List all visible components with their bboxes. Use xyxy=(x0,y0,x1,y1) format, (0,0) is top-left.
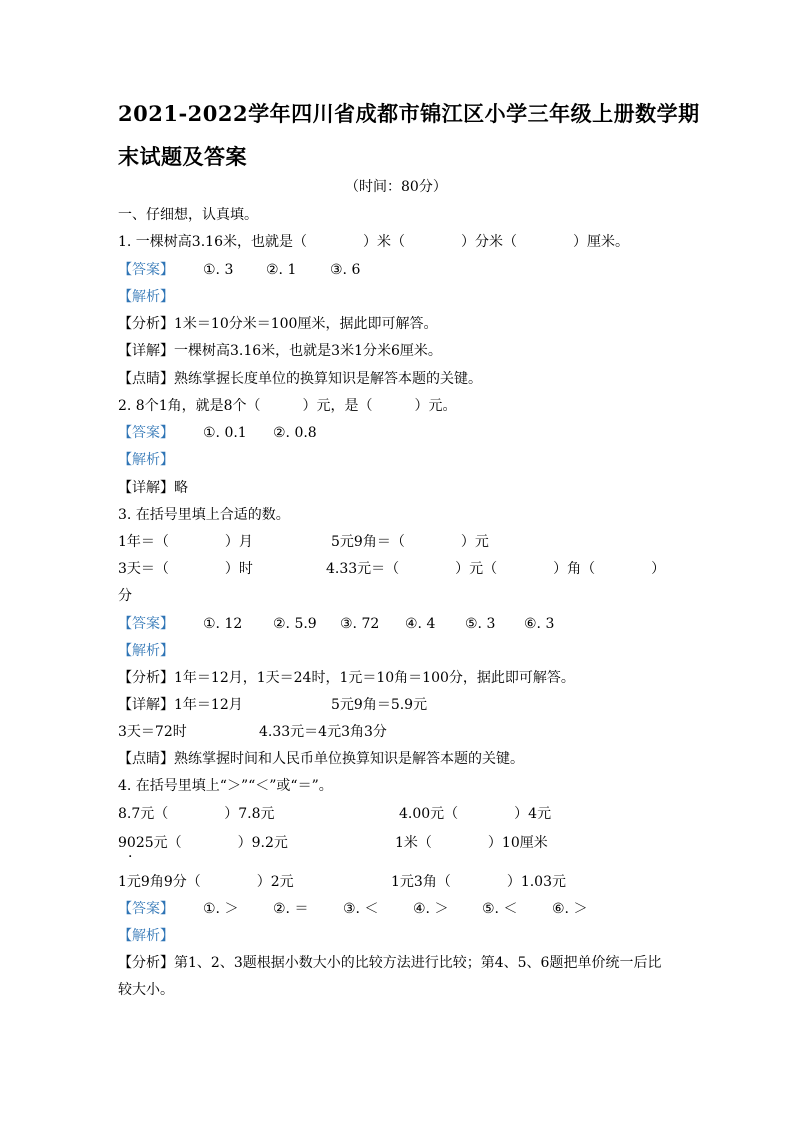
compare-item: 8.7元（ ）7.8元 xyxy=(118,806,275,822)
fill-item: 4.33元＝（ ）元（ ）角（ ） xyxy=(326,561,666,577)
fill-row-cont: 分 xyxy=(118,588,132,604)
answer-item: ②. ＝ xyxy=(273,901,309,917)
answer-item: ③. 6 xyxy=(330,262,361,278)
xiangjie-text: 略 xyxy=(174,480,188,496)
xiangjie-text: 3天＝72时 xyxy=(118,724,187,740)
fenxi-tag: 【分析】 xyxy=(118,316,174,332)
answer-item: ③. ＜ xyxy=(343,901,379,917)
question-2: 2. 8个1角，就是8个（ ）元，是（ ）元。 xyxy=(118,398,457,414)
xiangjie-line xyxy=(118,478,188,498)
analysis-tag: 【解析】 xyxy=(118,289,174,305)
answer-item: ③. 72 xyxy=(340,616,380,632)
xiangjie-text: 1年＝12月 xyxy=(174,697,243,713)
time-limit: （时间：80分） xyxy=(345,179,447,195)
fenxi-line xyxy=(118,314,437,334)
xiangjie-tag: 【详解】 xyxy=(118,697,174,713)
answer-item: ②. 5.9 xyxy=(273,616,317,632)
answer-item: ①. 0.1 xyxy=(203,425,247,441)
fenxi-tag: 【分析】 xyxy=(118,955,174,971)
compare-item: 1米（ ）10厘米 xyxy=(395,835,548,851)
analysis-tag: 【解析】 xyxy=(118,452,174,468)
answer-item: ②. 0.8 xyxy=(273,425,317,441)
fill-item: 3天＝（ ）时 xyxy=(118,561,253,577)
fenxi-tag: 【分析】 xyxy=(118,670,174,686)
answer-item: ④. ＞ xyxy=(413,901,449,917)
fenxi-line-cont: 较大小。 xyxy=(118,982,174,998)
question-1: 1. 一棵树高3.16米，也就是（ ）米（ ）分米（ ）厘米。 xyxy=(118,234,629,250)
analysis-tag: 【解析】 xyxy=(118,928,174,944)
answer-item: ①. 3 xyxy=(203,262,234,278)
dianjing-text: 熟练掌握时间和人民币单位换算知识是解答本题的关键。 xyxy=(174,751,524,767)
dianjing-line xyxy=(118,369,482,389)
dianjing-tag: 【点睛】 xyxy=(118,751,174,767)
answer-item: ⑤. ＜ xyxy=(482,901,518,917)
analysis-tag: 【解析】 xyxy=(118,643,174,659)
answer-tag: 【答案】 xyxy=(118,616,174,632)
answer-item: ⑥. 3 xyxy=(524,616,555,632)
doc-title: 2021-2022学年四川省成都市锦江区小学三年级上册数学期 xyxy=(118,101,700,126)
fenxi-line xyxy=(118,953,661,973)
fenxi-line xyxy=(118,668,575,688)
question-4: 4. 在括号里填上“＞”“＜”或“＝”。 xyxy=(118,778,333,794)
xiangjie-tag: 【详解】 xyxy=(118,480,174,496)
dianjing-text: 熟练掌握长度单位的换算知识是解答本题的关键。 xyxy=(174,371,482,387)
section-heading: 一、仔细想，认真填。 xyxy=(118,207,258,223)
answer-item: ①. 12 xyxy=(203,616,243,632)
question-3: 3. 在括号里填上合适的数。 xyxy=(118,507,290,523)
xiangjie-tag: 【详解】 xyxy=(118,343,174,359)
dianjing-tag: 【点睛】 xyxy=(118,371,174,387)
compare-item: 1元3角（ ）1.03元 xyxy=(391,874,566,890)
xiangjie-text: 4.33元＝4元3角3分 xyxy=(259,724,387,740)
answer-tag: 【答案】 xyxy=(118,901,174,917)
doc-title-cont: 末试题及答案 xyxy=(118,144,247,169)
xiangjie-text: 一棵树高3.16米，也就是3米1分米6厘米。 xyxy=(174,343,442,359)
compare-item: 4.00元（ ）4元 xyxy=(399,806,552,822)
answer-item: ④. 4 xyxy=(405,616,436,632)
answer-tag: 【答案】 xyxy=(118,262,174,278)
xiangjie-line xyxy=(118,341,442,361)
fill-item: 5元9角＝（ ）元 xyxy=(331,534,489,550)
fenxi-text: 第1、2、3题根据小数大小的比较方法进行比较；第4、5、6题把单价统一后比 xyxy=(174,955,662,971)
fenxi-text: 1米＝10分米＝100厘米，据此即可解答。 xyxy=(174,316,438,332)
answer-item: ⑥. ＞ xyxy=(552,901,588,917)
answer-tag: 【答案】 xyxy=(118,425,174,441)
fenxi-text: 1年＝12月，1天＝24时，1元＝10角＝100分，据此即可解答。 xyxy=(174,670,575,686)
fill-item: 1年＝（ ）月 xyxy=(118,534,253,550)
compare-item: 1元9角9分（ ）2元 xyxy=(118,874,294,890)
decimal-dot-mark: · xyxy=(128,849,133,865)
dianjing-line xyxy=(118,749,524,769)
answer-item: ②. 1 xyxy=(266,262,297,278)
compare-item: 9025元（ ）9.2元 xyxy=(118,835,288,851)
xiangjie-text: 5元9角＝5.9元 xyxy=(331,697,428,713)
answer-item: ①. ＞ xyxy=(203,901,239,917)
answer-item: ⑤. 3 xyxy=(465,616,496,632)
